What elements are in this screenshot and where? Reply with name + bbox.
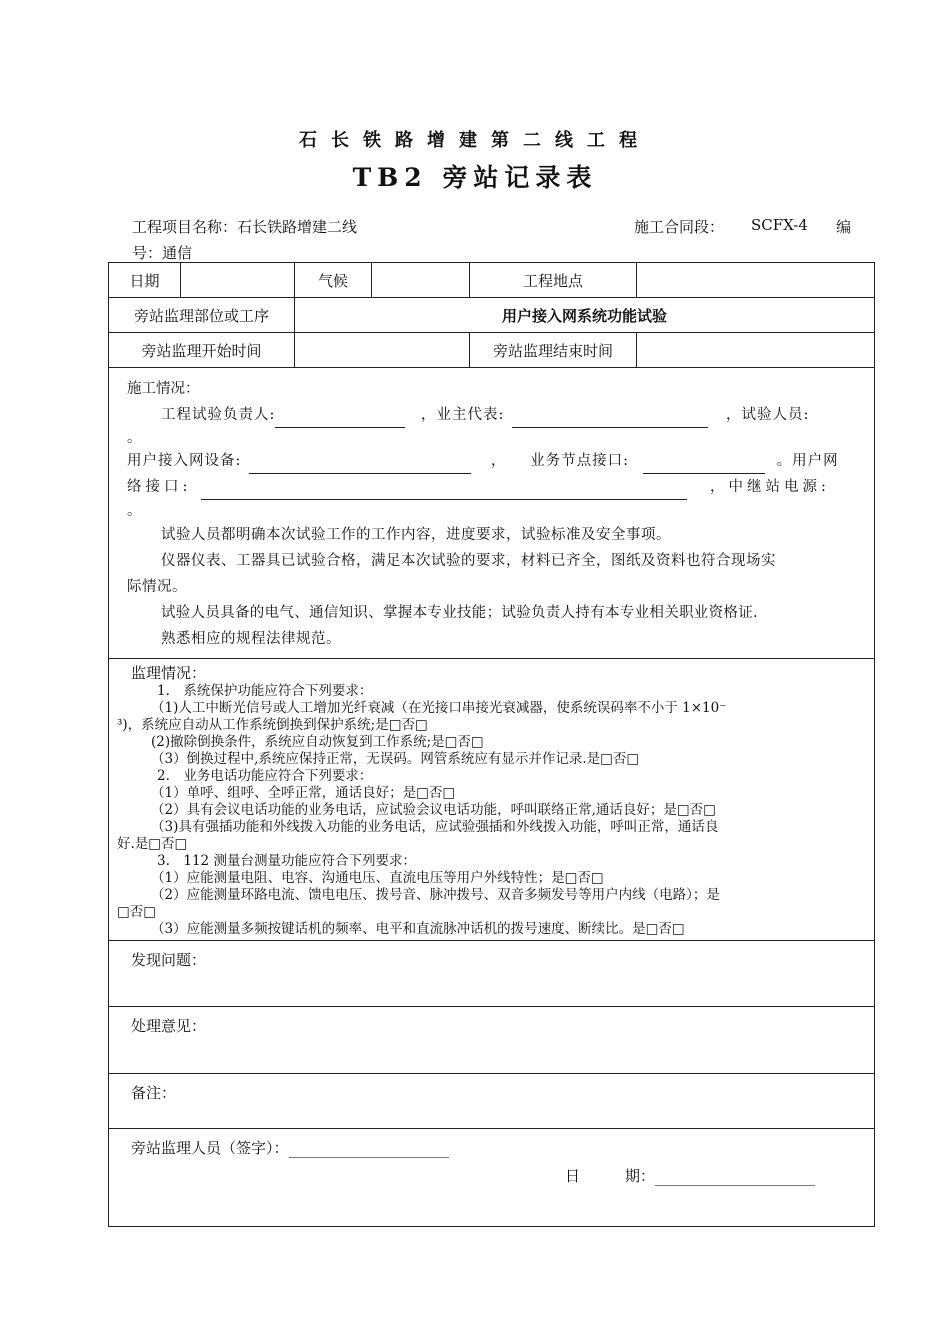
- location-label: 工程地点: [470, 263, 637, 298]
- owner-rep-label: ，业主代表:: [421, 407, 505, 423]
- supervision-line: （3)具有强插功能和外线拨入功能的业务电话，应试验强插和外线拨入功能，呼叫正常，通话良: [151, 819, 719, 835]
- construction-heading: 施工情况：: [127, 381, 200, 397]
- service-node-label: 业务节点接口:: [530, 453, 629, 469]
- construction-p2b: 际情况。: [127, 579, 187, 595]
- supervision-line: （1)人工中断光信号或人工增加光纤衰减（在光接口串接光衰减器，使系统误码率不小于 1×10⁻: [151, 700, 727, 716]
- date-label: 日期: [109, 263, 181, 298]
- signature-label: 旁站监理人员（签字）：: [131, 1139, 289, 1157]
- contract-label: 施工合同段：: [634, 218, 725, 236]
- supervision-line: 好.是□否□: [117, 836, 188, 852]
- owner-rep-blank[interactable]: [512, 427, 708, 428]
- record-table: [108, 262, 875, 1227]
- process-value: 用户接入网系统功能试验: [295, 298, 875, 333]
- weather-label: 气候: [295, 263, 372, 298]
- test-lead-label: 工程试验负责人:: [161, 407, 276, 423]
- construction-p2a: 仪器仪表、工器具已试验合格，满足本次试验的要求，材料已齐全，图纸及资料也符合现场实: [161, 553, 776, 569]
- construction-line2: [127, 448, 868, 474]
- signature-blank[interactable]: [289, 1157, 449, 1158]
- user-net-label: 。用户网: [776, 453, 839, 469]
- remarks-label: 备注：: [131, 1084, 177, 1102]
- comma-sep: ，: [491, 453, 507, 469]
- construction-section: [109, 368, 875, 659]
- user-net-iface-label: 络接口:: [127, 479, 192, 495]
- construction-p1: 试验人员都明确本次试验工作的工作内容，进度要求，试验标准及安全事项。: [161, 527, 671, 543]
- relay-power-label: ，中继站电源:: [710, 479, 830, 495]
- supervision-line: （3）应能测量多频按键话机的频率、电平和直流脉冲话机的拨号速度、断续比。是□否□: [151, 921, 685, 937]
- construction-p3: 试验人员具备的电气、通信知识、掌握本专业技能；试验负责人持有本专业相关职业资格证.: [161, 605, 758, 621]
- opinion-label: 处理意见：: [131, 1017, 207, 1035]
- supervision-line: □否□: [117, 904, 157, 920]
- access-device-label: 用户接入网设备:: [127, 453, 242, 469]
- opinion-section[interactable]: [109, 1007, 875, 1074]
- signature-section: [109, 1129, 875, 1227]
- project-name: 工程项目名称：石长铁路增建二线: [132, 218, 358, 236]
- supervision-line: ³)，系统应自动从工作系统倒换到保护系统;是□否□: [117, 717, 428, 733]
- construction-line3: [127, 474, 868, 500]
- sign-date-label: 日 期：: [565, 1167, 656, 1185]
- end-time-label: 旁站监理结束时间: [470, 333, 637, 368]
- supervision-line: 1. 系统保护功能应符合下列要求：: [157, 683, 373, 699]
- date-field[interactable]: [181, 263, 295, 298]
- supervision-line: （1）单呼、组呼、全呼正常，通话良好；是□否□: [151, 785, 456, 801]
- problems-section[interactable]: [109, 941, 875, 1007]
- remarks-section[interactable]: [109, 1074, 875, 1129]
- construction-p4: 熟悉相应的规程法律规范。: [161, 631, 341, 647]
- tester-label: ，试验人员:: [726, 407, 810, 423]
- number-label-b: 号：通信: [132, 244, 193, 262]
- supervision-section: [109, 659, 875, 941]
- supervision-heading: 监理情况：: [131, 664, 207, 682]
- process-label: 旁站监理部位或工序: [109, 298, 295, 333]
- contract-value: SCFX-4: [751, 216, 808, 234]
- test-lead-blank[interactable]: [275, 427, 405, 428]
- sign-date-blank[interactable]: [655, 1185, 815, 1186]
- problems-label: 发现问题：: [131, 951, 207, 969]
- user-net-iface-blank[interactable]: [201, 499, 687, 500]
- supervision-line: (2)撤除倒换条件，系统应自动恢复到工作系统;是□否□: [151, 734, 484, 750]
- construction-line1: [127, 402, 868, 428]
- end-time-field[interactable]: [637, 333, 875, 368]
- form-title: TB2 旁站记录表: [352, 163, 598, 192]
- weather-field[interactable]: [372, 263, 470, 298]
- supervision-line: （1）应能测量电阻、电容、沟通电压、直流电压等用户外线特性；是□否□: [151, 870, 604, 886]
- supervision-line: 3. 112 测量台测量功能应符合下列要求：: [157, 853, 416, 869]
- supervision-line: （3）倒换过程中,系统应保持正常，无误码。网管系统应有显示并作记录.是□否□: [151, 751, 640, 767]
- period-2: 。: [127, 503, 142, 519]
- supervision-line: （2）应能测量环路电流、馈电电压、拨号音、脉冲拨号、双音多频发号等用户内线（电路）；是: [151, 887, 720, 903]
- start-time-label: 旁站监理开始时间: [109, 333, 295, 368]
- supervision-line: 2. 业务电话功能应符合下列要求：: [157, 768, 373, 784]
- number-label-a: 编: [836, 218, 852, 236]
- location-field[interactable]: [637, 263, 875, 298]
- supervision-line: （2）具有会议电话功能的业务电话，应试验会议电话功能，呼叫联络正常,通话良好；是□否□: [151, 802, 716, 818]
- start-time-field[interactable]: [295, 333, 470, 368]
- document-title: 石长铁路增建第二线工程: [299, 130, 651, 151]
- period-1: 。: [127, 430, 142, 446]
